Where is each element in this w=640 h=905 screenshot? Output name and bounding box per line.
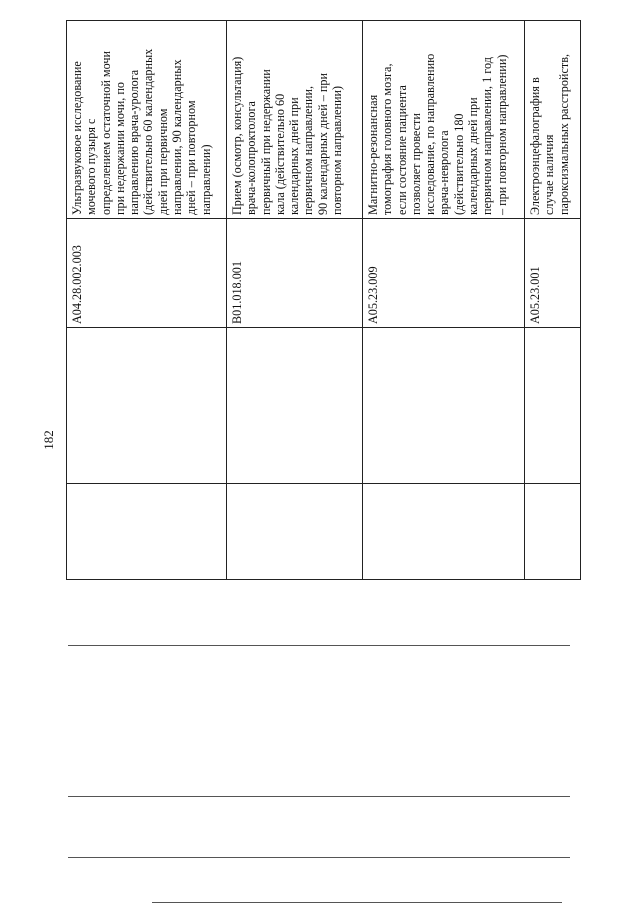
table-row-code: A05.23.001 bbox=[528, 266, 542, 324]
table-row-description: Электроэнцефалография в случае наличия пароксизмальных расстройств, bbox=[528, 54, 571, 215]
column-divider-a bbox=[66, 579, 580, 580]
column-divider-e bbox=[66, 20, 580, 21]
table-border-right bbox=[580, 20, 581, 580]
rule-line-3 bbox=[68, 857, 570, 858]
column-divider-c bbox=[66, 327, 580, 328]
table-border-left bbox=[66, 20, 67, 580]
column-divider-b bbox=[66, 483, 580, 484]
table-row-code: A04.28.002.003 bbox=[70, 245, 84, 324]
rotated-table bbox=[66, 20, 586, 580]
rule-line-2 bbox=[68, 796, 570, 797]
table-row-code: B01.018.001 bbox=[230, 261, 244, 324]
table-row-description: Магнитно-резонансная томография головного мозга, если состояние пациента позволяет провести исследование, по направлению врача-невролога (действительно 180 календарных дней при первичном направлении, 1 год – при повторном направлении) bbox=[366, 53, 509, 215]
rule-line-1 bbox=[68, 645, 570, 646]
row-divider-3 bbox=[524, 20, 525, 580]
table-row-description: Ультразвуковое исследование мочевого пузыря с определением остаточной мочи при недержании мочи, по направлению врача-уролога (действительно 60 календарных дней при первичном направлении, 90 календарных дней – при повторном направлении) bbox=[70, 48, 213, 215]
table-row-code: A05.23.009 bbox=[366, 266, 380, 324]
rule-line-4 bbox=[152, 902, 562, 903]
row-divider-1 bbox=[226, 20, 227, 580]
table-row-description: Прием (осмотр, консультация) врача-колопроктолога первичный при недержании кала (действительно 60 календарных дней при первичном направлении, 90 календарных дней – при повторном направлении) bbox=[230, 56, 345, 215]
column-divider-d bbox=[66, 218, 580, 219]
row-divider-2 bbox=[362, 20, 363, 580]
page-number: 182 bbox=[41, 430, 56, 450]
